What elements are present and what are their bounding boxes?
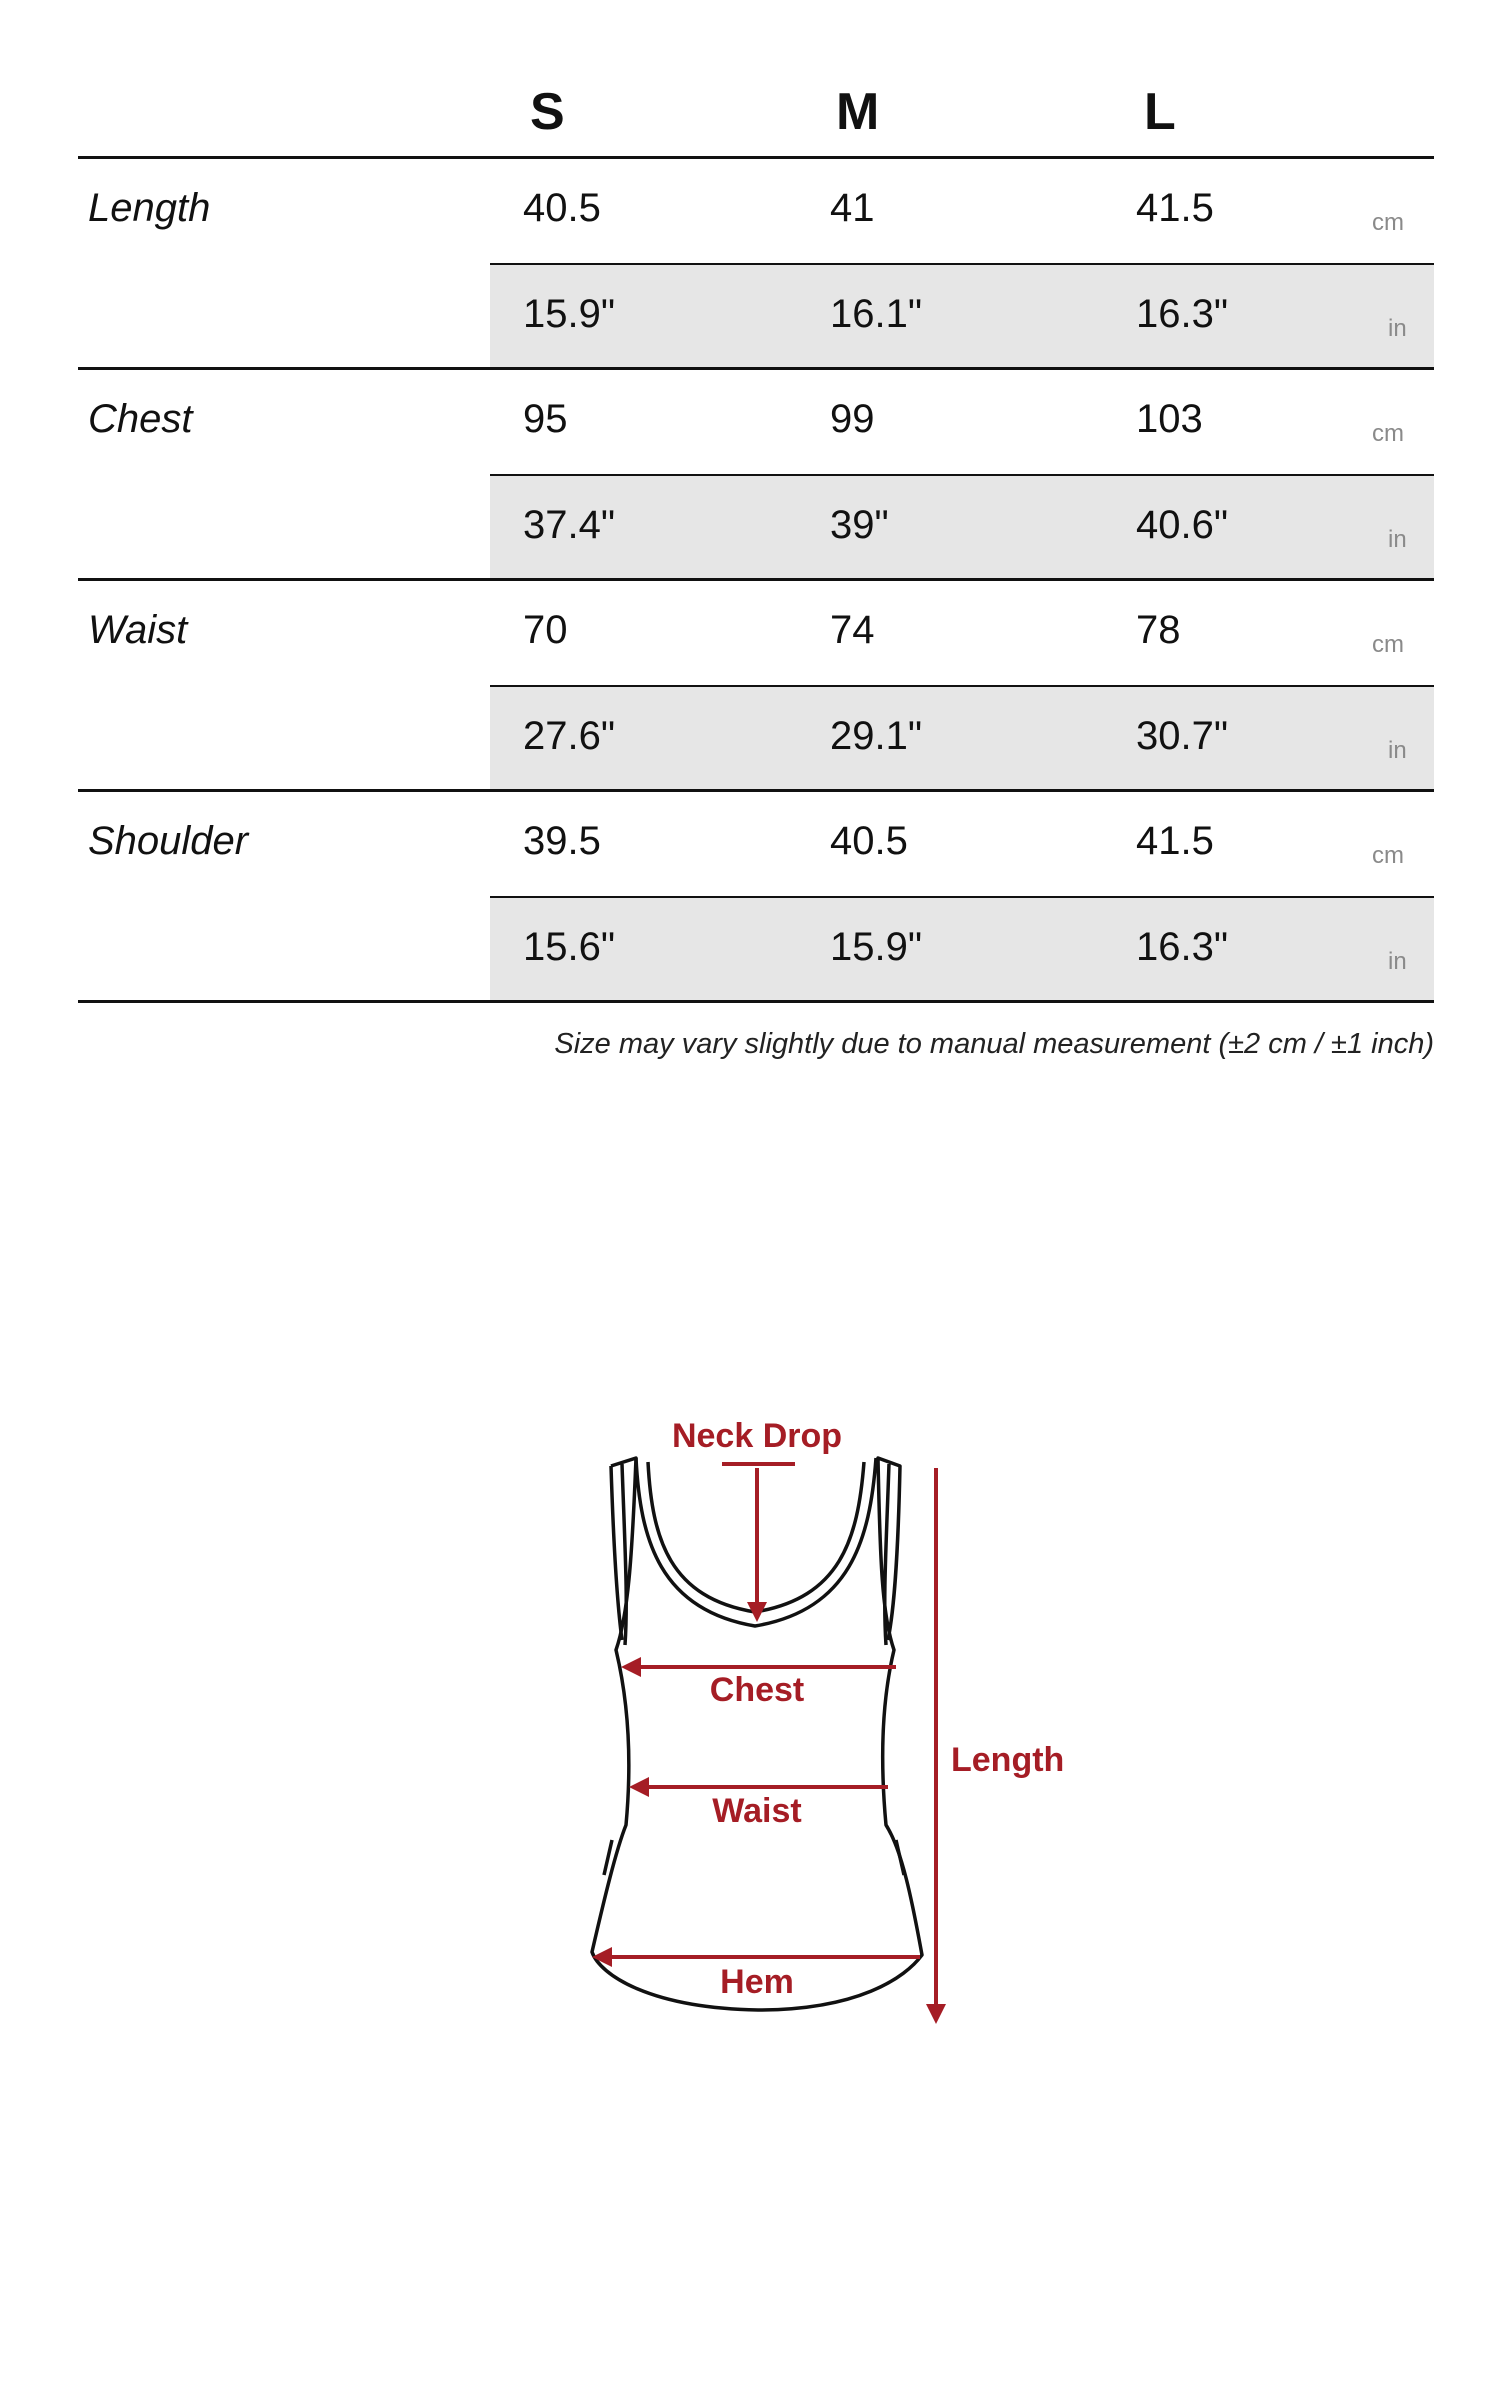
cell-length-in-s: 15.9" [523,292,616,336]
cell-length-in-l: 16.3" [1136,292,1229,336]
cell-waist-in-m: 29.1" [830,714,923,758]
row-subdivider [490,896,1434,898]
row-divider [78,367,1434,370]
cell-chest-cm-l: 103 [1136,397,1203,441]
inch-row-band [490,476,1434,578]
row-subdivider [490,685,1434,687]
row-divider [78,578,1434,581]
cell-length-in-m: 16.1" [830,292,923,336]
label-length: Length [951,1741,1065,1779]
cell-shoulder-in-l: 16.3" [1136,925,1229,969]
cell-shoulder-cm-s: 39.5 [523,819,601,863]
table-bottom-border [78,1000,1434,1003]
cell-length-cm-s: 40.5 [523,186,601,230]
unit-in: in [1388,948,1407,975]
unit-cm: cm [1372,842,1404,869]
row-divider [78,789,1434,792]
measure-label-length: Length [88,186,211,230]
row-subdivider [490,263,1434,265]
tank-top-diagram [560,1390,1100,2030]
cell-shoulder-cm-l: 41.5 [1136,819,1214,863]
inch-row-band [490,687,1434,789]
row-subdivider [490,474,1434,476]
cell-shoulder-in-s: 15.6" [523,925,616,969]
size-header-s: S [530,83,565,141]
cell-chest-in-s: 37.4" [523,503,616,547]
label-waist: Waist [712,1792,802,1830]
label-hem: Hem [720,1963,794,2001]
cell-length-cm-l: 41.5 [1136,186,1214,230]
cell-shoulder-in-m: 15.9" [830,925,923,969]
cell-chest-in-l: 40.6" [1136,503,1229,547]
header-divider [78,156,1434,159]
unit-in: in [1388,526,1407,553]
cell-chest-in-m: 39" [830,503,889,547]
cell-waist-cm-m: 74 [830,608,875,652]
size-header-m: M [836,83,880,141]
cell-waist-cm-l: 78 [1136,608,1181,652]
unit-in: in [1388,737,1407,764]
label-chest: Chest [709,1671,805,1709]
measure-label-chest: Chest [88,397,193,441]
inch-row-band [490,898,1434,1000]
cell-shoulder-cm-m: 40.5 [830,819,908,863]
cell-length-cm-m: 41 [830,186,875,230]
unit-cm: cm [1372,420,1404,447]
cell-chest-cm-m: 99 [830,397,875,441]
cell-waist-in-l: 30.7" [1136,714,1229,758]
cell-waist-cm-s: 70 [523,608,568,652]
cell-waist-in-s: 27.6" [523,714,616,758]
measure-label-shoulder: Shoulder [88,819,249,863]
label-neck-drop: Neck Drop [671,1417,843,1455]
size-header-l: L [1144,83,1176,141]
inch-row-band [490,265,1434,367]
unit-cm: cm [1372,209,1404,236]
unit-in: in [1388,315,1407,342]
cell-chest-cm-s: 95 [523,397,568,441]
measurement-disclaimer: Size may vary slightly due to manual measurement (±2 cm / ±1 inch) [554,1028,1434,1060]
unit-cm: cm [1372,631,1404,658]
measure-label-waist: Waist [88,608,188,652]
